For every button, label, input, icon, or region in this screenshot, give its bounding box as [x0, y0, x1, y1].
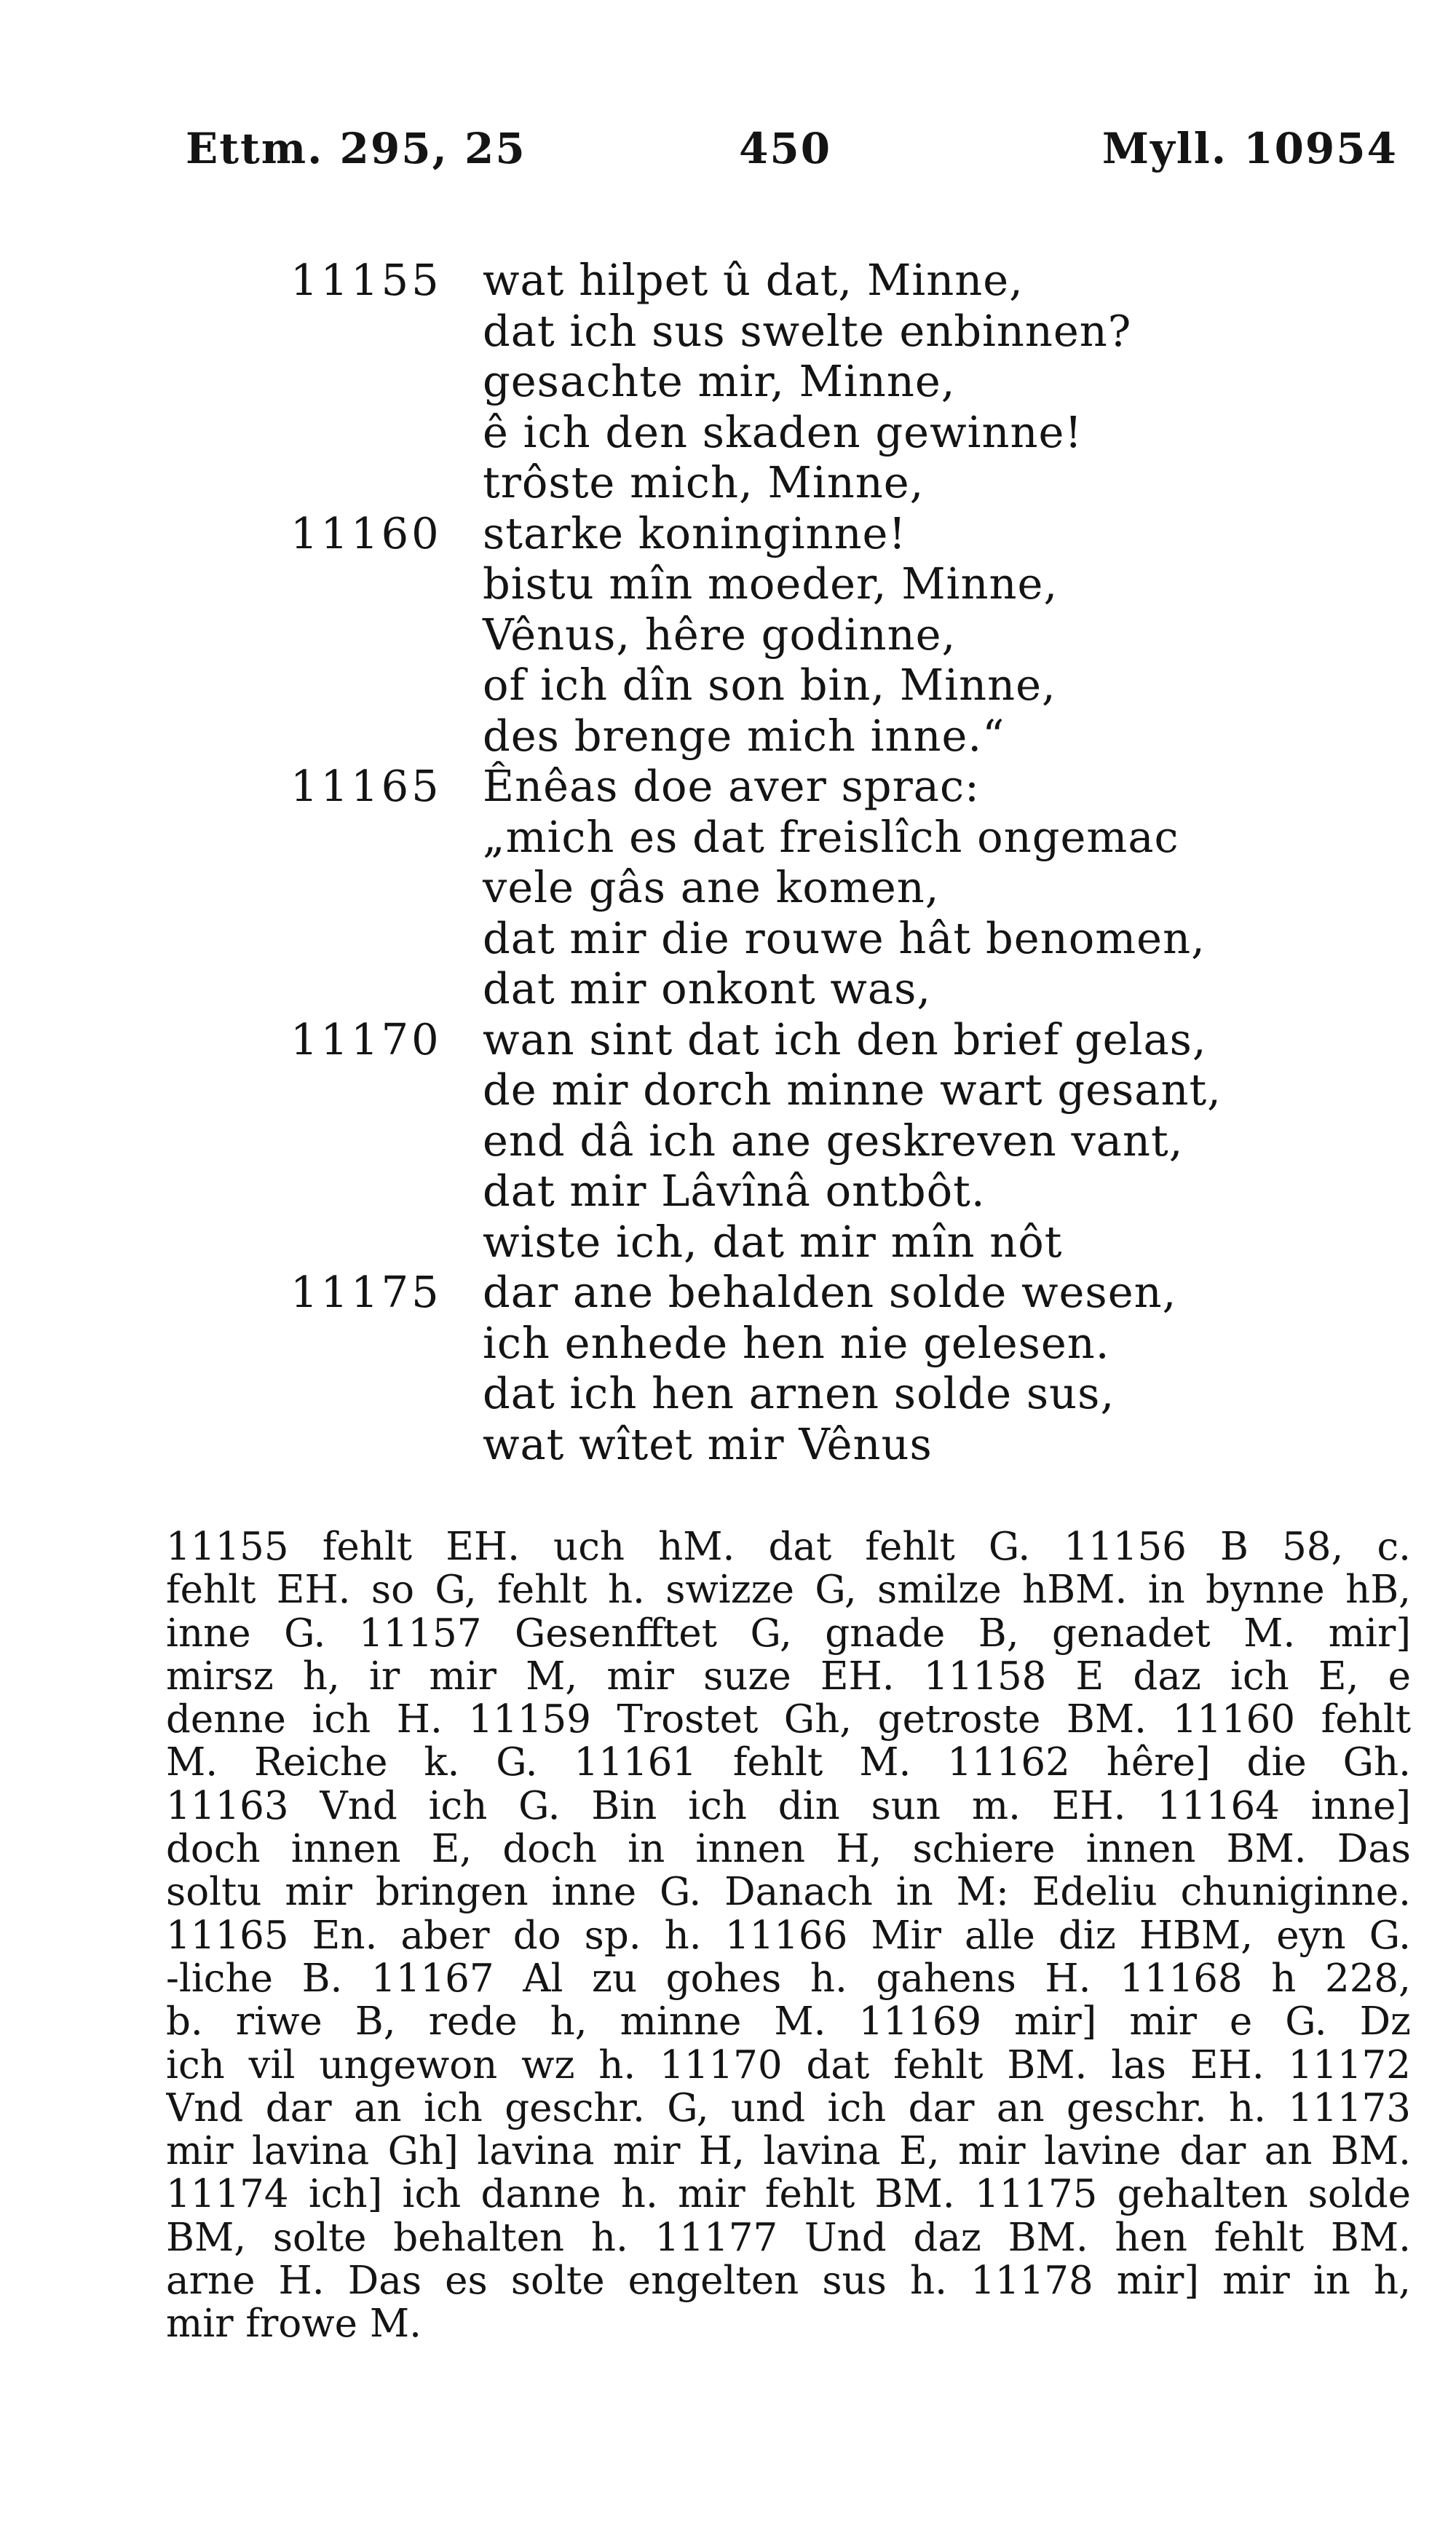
verse-number: 11160 — [290, 507, 442, 558]
verse-text: wat hilpet û dat, Minne, — [483, 255, 1024, 305]
verse-text: dat mir die rouwe hât benomen, — [483, 912, 1206, 963]
verse-number: 11155 — [290, 255, 442, 305]
note-line: arne H. Das es solte engelten sus h. 11178 mir] mir in h, — [166, 2259, 1411, 2303]
note-line: BM, solte behalten h. 11177 Und daz BM. hen fehlt BM. — [166, 2216, 1411, 2260]
verse-text: des brenge mich inne.“ — [483, 710, 1005, 761]
verse-line — [291, 913, 1427, 964]
note-line: 11155 fehlt EH. uch hM. dat fehlt G. 11156 B 58, c. — [166, 1525, 1411, 1569]
verse-text: starke koninginne! — [483, 507, 907, 558]
verse-block — [291, 255, 1427, 1469]
verse-text: wat wîtet mir Vênus — [483, 1418, 933, 1469]
verse-line — [291, 1267, 1427, 1318]
note-line: 11163 Vnd ich G. Bin ich din sun m. EH. 11164 inne] — [166, 1784, 1411, 1828]
verse-line — [291, 761, 1427, 812]
verse-number: 11165 — [290, 761, 442, 811]
verse-line — [291, 1166, 1427, 1217]
verse-text: dar ane behalden solde wesen, — [483, 1267, 1177, 1317]
page-number: 450 — [739, 124, 832, 173]
verse-line — [291, 1419, 1427, 1470]
verse-line — [291, 457, 1427, 508]
note-line: mir lavina Gh] lavina mir H, lavina E, mir lavine dar an BM. — [166, 2130, 1411, 2173]
verse-text: end dâ ich ane geskreven vant, — [483, 1115, 1184, 1166]
verse-text: de mir dorch minne wart gesant, — [483, 1064, 1222, 1115]
note-line: ich vil ungewon wz h. 11170 dat fehlt BM. las EH. 11172 — [166, 2043, 1411, 2087]
verse-line — [291, 963, 1427, 1014]
note-line: mir frowe M. — [166, 2302, 422, 2346]
note-line: Vnd dar an ich geschr. G, und ich dar an geschr. h. 11173 — [166, 2086, 1411, 2130]
note-line: denne ich H. 11159 Trostet Gh, getroste BM. 11160 fehlt — [166, 1698, 1411, 1742]
verse-text: „mich es dat freislîch ongemac — [483, 811, 1179, 862]
note-line: 11174 ich] ich danne h. mir fehlt BM. 11175 gehalten solde — [166, 2173, 1411, 2216]
verse-line — [291, 407, 1427, 458]
verse-text: ê ich den skaden gewinne! — [483, 406, 1083, 457]
verse-text: dat mir onkont was, — [483, 963, 932, 1014]
apparatus-notes — [166, 1525, 1411, 2346]
header-right-reference: Myll. 10954 — [1101, 124, 1398, 173]
verse-line — [291, 255, 1427, 306]
verse-line — [291, 306, 1427, 357]
verse-text: dat mir Lâvînâ ontbôt. — [483, 1166, 986, 1216]
verse-text: dat ich sus swelte enbinnen? — [483, 305, 1132, 356]
verse-text: dat ich hen arnen solde sus, — [483, 1368, 1115, 1418]
verse-line — [291, 862, 1427, 913]
verse-text: of ich dîn son bin, Minne, — [483, 660, 1056, 710]
verse-text: ich enhede hen nie gelesen. — [483, 1317, 1110, 1368]
verse-line — [291, 558, 1427, 609]
note-line: soltu mir bringen inne G. Danach in M: Edeliu chuniginne. — [166, 1871, 1411, 1914]
verse-text: vele gâs ane komen, — [483, 862, 940, 912]
verse-text: wiste ich, dat mir mîn nôt — [483, 1216, 1063, 1267]
note-line: doch innen E, doch in innen H, schiere innen BM. Das — [166, 1828, 1411, 1871]
verse-text: Vênus, hêre godinne, — [483, 609, 957, 660]
note-line: M. Reiche k. G. 11161 fehlt M. 11162 hêre] die Gh. — [166, 1741, 1411, 1785]
verse-line — [291, 1014, 1427, 1065]
note-line: -liche B. 11167 Al zu gohes h. gahens H. 11168 h 228, — [166, 1956, 1411, 2001]
header-left-reference: Ettm. 295, 25 — [186, 124, 526, 173]
verse-line — [291, 812, 1427, 863]
verse-text: trôste mich, Minne, — [483, 457, 925, 507]
verse-line — [291, 609, 1427, 660]
verse-line — [291, 356, 1427, 407]
note-line: inne G. 11157 Gesenfftet G, gnade B, genadet M. mir] — [166, 1611, 1411, 1655]
verse-line — [291, 508, 1427, 559]
verse-text: gesachte mir, Minne, — [483, 356, 956, 406]
verse-line — [291, 1064, 1427, 1115]
verse-line — [291, 1318, 1427, 1369]
verse-number: 11175 — [290, 1267, 442, 1317]
verse-line — [291, 660, 1427, 711]
verse-number: 11170 — [290, 1014, 442, 1064]
verse-line — [291, 1217, 1427, 1268]
verse-line — [291, 1115, 1427, 1166]
page-header — [186, 124, 1398, 182]
note-line: 11165 En. aber do sp. h. 11166 Mir alle diz HBM, eyn G. — [166, 1913, 1411, 1957]
verse-line — [291, 711, 1427, 762]
verse-text: wan sint dat ich den brief gelas, — [483, 1014, 1207, 1064]
verse-text: bistu mîn moeder, Minne, — [483, 558, 1059, 609]
verse-line — [291, 1368, 1427, 1419]
note-line: mirsz h, ir mir M, mir suze EH. 11158 E daz ich E, e — [166, 1654, 1411, 1699]
note-line: b. riwe B, rede h, minne M. 11169 mir] mir e G. Dz — [166, 2000, 1411, 2044]
note-line: fehlt EH. so G, fehlt h. swizze G, smilze hBM. in bynne hB, — [166, 1568, 1411, 1612]
verse-text: Ênêas doe aver sprac: — [483, 761, 980, 811]
